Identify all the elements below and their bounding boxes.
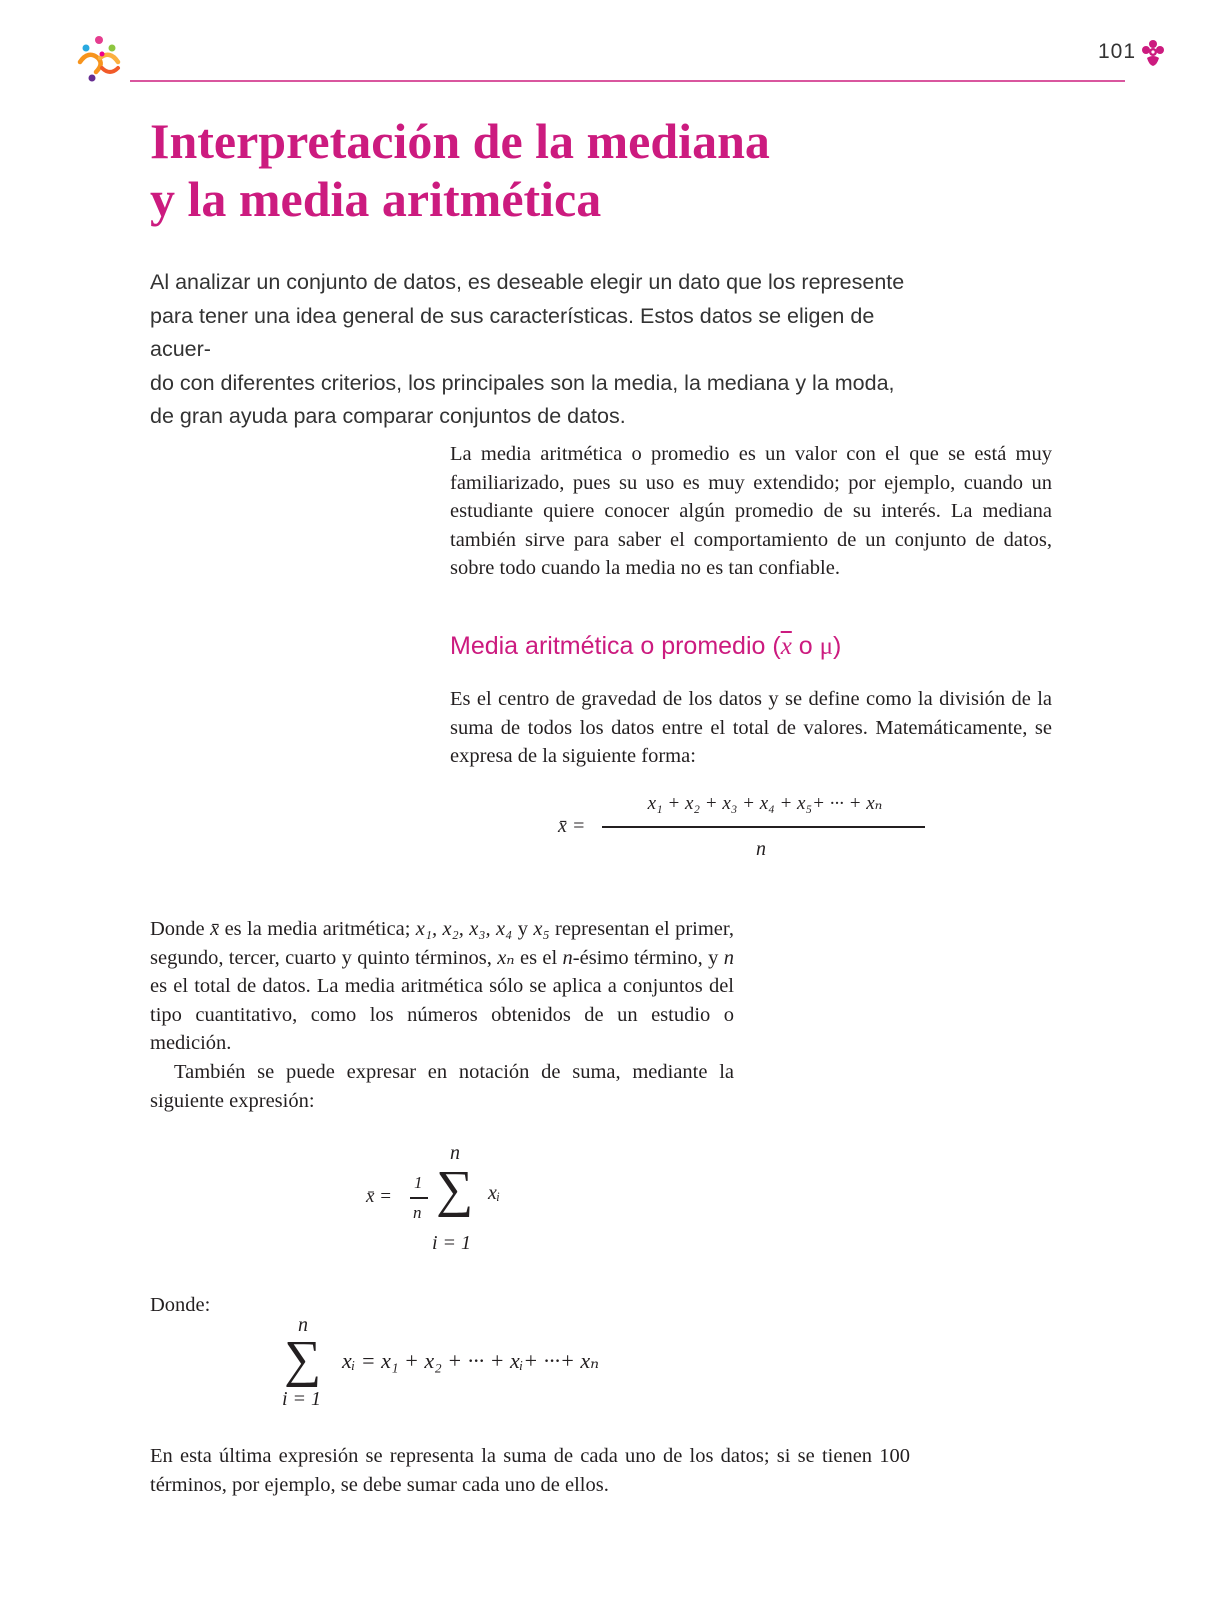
page-title — [150, 112, 970, 228]
intro-line: Al analizar un conjunto de datos, es deseable elegir un dato que los represente — [150, 270, 905, 294]
formula2-frac-den: n — [413, 1203, 422, 1222]
formula3-upper-limit: n — [298, 1314, 308, 1336]
title-line-1: Interpretación de la mediana — [150, 113, 770, 169]
formula2-lhs: x̄ = — [366, 1186, 393, 1207]
heading-xbar: x — [780, 633, 792, 660]
formula2-frac-num: 1 — [414, 1173, 423, 1192]
intro-line: de gran ayuda para comparar conjuntos de datos. — [150, 404, 626, 428]
intro-line: para tener una idea general de sus características. Estos datos se eligen de acuer- — [150, 303, 875, 361]
formula3-expression: xᵢ = x₁ + x₂ + ··· + xᵢ+ ···+ xₙ — [342, 1348, 600, 1373]
formula3-lower-limit: i = 1 — [282, 1388, 322, 1410]
formula2-upper-limit: n — [450, 1142, 460, 1164]
where-text: y — [512, 918, 534, 940]
book-logo-icon — [72, 32, 126, 86]
where-xbar: x̄ — [210, 918, 220, 940]
formula1-numerator: x₁ + x₂ + x₃ + x₄ + x₅+ ··· + xₙ — [647, 793, 883, 814]
heading-mu: μ — [819, 633, 834, 660]
sum-notation-paragraph: También se puede expresar en notación de suma, mediante la siguiente expresión: — [150, 1061, 734, 1112]
where-text: -ésimo término, y — [572, 946, 724, 969]
heading-close: ) — [833, 632, 842, 660]
formula1-lhs: x̄ = — [558, 815, 586, 837]
formula1-fraction-bar — [602, 826, 925, 828]
heading-o: o — [791, 632, 820, 660]
formula2-lower-limit: i = 1 — [432, 1232, 472, 1254]
where-text: es el — [514, 946, 563, 969]
formula2-fraction-bar — [410, 1197, 428, 1199]
where-x5: x₅ — [533, 918, 550, 940]
formula1-denominator: n — [756, 838, 766, 860]
where-text: es el total de datos. La media aritmética sólo se aplica a conjuntos del tipo cuantitativo, como los números obtenidos de un estudio o medición. — [150, 975, 734, 1054]
formula2-term: xᵢ — [488, 1182, 501, 1204]
where-n: n — [723, 946, 734, 969]
title-line-2: y la media aritmética — [150, 171, 602, 227]
where-text: es la media aritmética; — [219, 918, 416, 940]
media-paragraph: La media aritmética o promedio es un valor con el que se está muy familiarizado, pues su uso es muy extendido; por ejemplo, cuando un estudiante quiere conocer algún promedio de su interés. La mediana también sirve para saber el comportamiento de un conjunto de datos, sobre todo cuando la media no es tan confiable. — [450, 443, 1052, 579]
heading-text: Media aritmética o promedio ( — [450, 632, 781, 660]
definition-paragraph: Es el centro de gravedad de los datos y se define como la división de la suma de todos los datos entre el total de valores. Matemáticamente, se expresa de la siguiente forma: — [450, 688, 1052, 767]
where-paragraph — [150, 915, 734, 1058]
intro-line: do con diferentes criterios, los principales son la media, la mediana y la moda, — [150, 370, 895, 395]
where-xn: xₙ — [497, 946, 515, 969]
formula2-sigma: ∑ — [436, 1161, 474, 1218]
where-text: representan el primer, segundo, tercer, cuarto y quinto términos, — [150, 918, 735, 969]
header-rule — [130, 80, 1125, 82]
where-n: n — [562, 946, 573, 969]
intro-paragraph — [150, 266, 930, 434]
page-number: 101 — [1098, 40, 1137, 63]
where-terms: x₁, x₂, x₃, x₄ — [415, 918, 513, 940]
flower-ornament-icon — [1140, 38, 1166, 68]
section-heading — [450, 632, 841, 661]
donde-label: Donde: — [150, 1294, 211, 1316]
closing-paragraph: En esta última expresión se representa la suma de cada uno de los datos; si se tienen 100 términos, por ejemplo, se debe sumar cada uno de ellos. — [150, 1445, 910, 1496]
formula3-sigma: ∑ — [284, 1331, 322, 1388]
where-text: Donde — [150, 918, 211, 940]
